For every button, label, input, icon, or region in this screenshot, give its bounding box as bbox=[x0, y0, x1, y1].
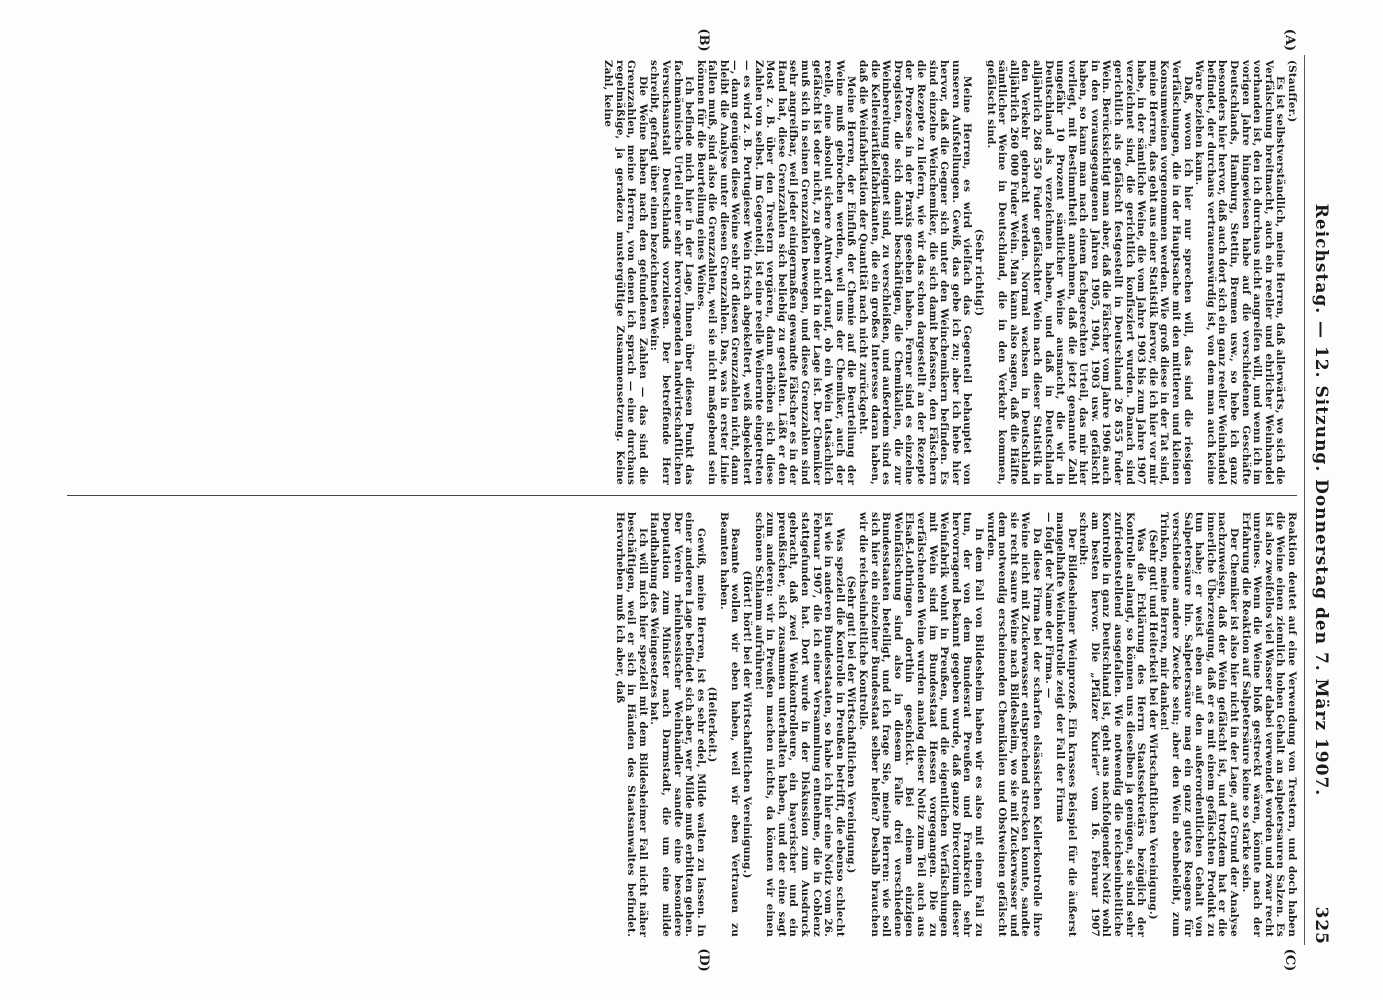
paragraph: Der Bildesheimer Weinprozeß. Ein krasses Beispiel für die äußerst mangelhafte Weinkontrolle zeigt der Fall der Firma bbox=[1054, 512, 1078, 937]
paragraph: (Hört! hört! bei der Wirtschaftlichen Vereinigung.) bbox=[741, 570, 754, 879]
paragraph: Beamte wollen wir eben haben, weil wir eben Vertrauen zu Beamten haben. bbox=[717, 512, 742, 937]
paragraph: — folgt der Name der Firma. — bbox=[1042, 512, 1055, 699]
page-header bbox=[1305, 55, 1331, 945]
paragraph: Was die Erklärung des Herrn Staatssekretärs bezüglich der Kontrolle anlangt, so können uns dieselben ja genügen, sie sind sehr zufriedenstellend ausgefallen. Wie notwendig die reichseinheitliche Kontrolle in ganz Deutschland ist, geht aus nachfolgender Notiz wohl am besten hervor. Die „Pfälzer Kurier“ vom 16. Februar 1907 schreibt: bbox=[1077, 512, 1148, 937]
page-number: 325 bbox=[1311, 906, 1331, 945]
paragraph: Meine Herren, es wird vielfach das Gegenteil behauptet von unseren Aufstellungen. Gewiß, das gebe ich zu; aber ich hebe hier hervor, daß die Gegner sich unter den Weinchemikern befinden. Es sind einzelne Weinchemiker, die sich damit befassen, den Fälschern die Rezepte zu liefern, wie wir das schon dargestellt an der Rezepte der Prozesse in der Praxis gesehen haben. Ferner sind es einzelne Drogisten, die sich damit beschäftigen, die Chemikalien, die zur Weinbereitung geeignet sind, zu verschleißen, und außerdem sind es die Kellereiartikelfabrikanten, die ein großes Interesse daran haben, daß die Weinfabrikation der Quantität nach nicht zurückgeht. bbox=[857, 60, 974, 485]
header-rule bbox=[1304, 55, 1305, 945]
paragraph: (Stauffer.) bbox=[1286, 60, 1298, 123]
margin-marker-d: (D) bbox=[696, 948, 711, 972]
paragraph: Gewiß, meine Herren, ist es sehr edel, Milde walten zu lassen. In einer anderen Lage befindet sich aber, wer Milde muß erbitten gehen. Der Verein rheinhessischer Weinhändler sandte eine besondere Deputation zum Minister nach Darmstadt, die um eine milde Handhabung des Weingesetzes bat. bbox=[648, 512, 707, 937]
paragraph: Daß, wovon ich hier nur sprechen will, das sind die riesigen Verfälschungen, die in der Hauptsache mit den mittleren und kleinen Konsumweinen vorgenommen werden. Wie groß diese in der Tat sind, meine Herren, das geht aus einer Statistik hervor, die ich hier vor mir habe, in der sämtliche Weine, die vom Jahre 1903 bis zum Jahre 1907 verzeichnet sind, die gerichtlich konfisziert wurden. Danach sind gerichtlich als gefälscht festgestellt in Deutschland 26 855 Fuder Wein. Berücksichtigt man aber, daß die Fälscher vom Jahre 1906 auch in den vorausgegangenen Jahren 1905, 1904, 1903 usw. gefälscht haben, so kann man nach einem fachgerechten Urteil, das mir hier vorliegt, mit Bestimmtheit annehmen, daß die jetzt genannte Zahl ungefähr 10 Prozent sämtlicher Weine ausmacht, die wir in Deutschland als verzeichnen haben, und daß in Deutschland alljährlich 268 550 Fuder gefälschter Wein nach dieser Statistik in den Verkehr gebracht werden. Normal wachsen in Deutschland alljährlich 260 000 Fuder Wein. Man kann also sagen, daß die Hälfte sämtlicher Weine in Deutschland, die in den Verkehr kommen, gefälscht sind. bbox=[984, 60, 1194, 485]
paragraph: Was speziell die Kontrolle in Preußen betrifft, die ebenso schlecht ist wie in anderen Bundesstaaten, so habe ich hier eine Notiz vom 26. Februar 1907, die ich einer Versammlung entnehme, die in Coblenz stattgefunden hat. Dort wurde in der Diskussion zum Ausdruck gebracht, daß zwei Weinkontrolleure, ein bayerischer und ein preußischer, sich zusammen unterhalten haben, und der eine sagt zum anderen: wir in Preußen machen nichts, da können wir einen schönen Schlamm aufrühren! bbox=[752, 512, 846, 937]
paragraph: Die Weine haben nach den gefundenen Zahlen — das sind die Grenzzahlen, meine Herren, von denen ich sprach — eine durchaus regelmäßige, ja geradezu mustergültige Zusammensetzung. Keine Zahl, keine bbox=[601, 60, 649, 485]
left-text-column bbox=[601, 60, 1297, 485]
paragraph: Da diese Firma bei der scharfen elsässischen Kellerkontrolle ihre Weine nicht mit Zuckerwasser entsprechend strecken konnte, sandte sie recht saure Weine nach Bildesheim, wo sie mit Zuckerwasser und dem notwendig erscheinenden Chemikalien und Obstweinen gefälscht wurden. bbox=[984, 512, 1043, 937]
paragraph: Es ist selbstverständlich, meine Herren, daß allerwärts, wo sich die Verfälschung breitmacht, auch ein reeller und ehrlicher Weinhandel vorhanden ist, den ich durchaus nicht angreifen will, und wenn ich im vorigen Jahre hingewiesen habe auf die verschiedenen Geschäfte Deutschlands, Hamburg, Stettin, Bremen usw., so hebe ich ganz besonders hier hervor, daß auch dort sich ein ganz reeller Weinhandel befindet, der durchaus vertrauenswürdig ist, von dem man auch keine Ware beziehen kann. bbox=[1193, 60, 1287, 485]
paragraph: (Sehr richtig!) bbox=[972, 228, 985, 317]
paragraph: (Heiterkeit.) bbox=[706, 686, 719, 763]
page-title: Reichstag. — 12. Sitzung. Donnerstag den 7. März 1907. bbox=[1311, 203, 1331, 797]
paragraph: Der Chemiker ist also hier nicht in der Lage, auf Grund der Analyse nachzuweisen, daß der Wein gefälscht ist, und trotzdem hat er die innerliche Überzeugung, daß er es mit einem gefälschten Produkt zu tun habe; er weist eben auf den außerordentlichen Gehalt von Salpetersäure hin. Salpetersäure mag ein ganz gutes Reagens für verschiedene andere Zwecke sein; aber den Wein ebenbeleibt, zum Trinken, meine Herren, mir danken! bbox=[1158, 512, 1241, 937]
paragraph: (Sehr gut! und Heiterkeit bei der Wirtschaftlichen Vereinigung.) bbox=[1146, 529, 1159, 920]
right-text-column bbox=[613, 512, 1297, 937]
paragraph: Meine Herren, der Einfluß der Chemie auf die Beurteilung der Weine muß gebrochen werden, weil uns der Chemiker, auch der reelle, eine absolut sichere Antwort darauf, ob ein Wein tatsächlich gefälscht ist oder nicht, zu geben nicht in der Lage ist. Der Chemiker muß sich in seinen Grenzzahlen bewegen, und diese Grenzzahlen sind sehr angreifbar, weil jeder einigermaßen gewandte Fälscher es in der Hand hat, diese Grenzzahlen sich beliebig zu gestalten. Läßt er den Most z. B. über den Trestern vergären, dann erhöhen sich diese Zahlen von selbst. Im Gegenteil, ist eine reelle Weinernte eingetreten — es wird z. B. Portugieser Wein frisch abgekeltert, weiß abgekeltert —, dann genügen diese Weine sehr oft diesen Grenzzahlen nicht, dann bleibt die Analyse unter diesen Grenzzahlen. Das, was in erster Linie fallen muß, sind also die Grenzzahlen, weil sie nicht maßgebend sein können für die Beurteilung eines Weines. bbox=[694, 60, 858, 485]
paragraph: Ich befinde mich hier in der Lage, Ihnen über diesen Punkt das fachmännische Urteil einer sehr hervorragenden landwirtschaftlichen Versuchsanstalt Deutschlands vorzulesen. Der betreffende Herr schreibt, gefragt über einen bezeichneten Wein: bbox=[648, 60, 696, 485]
paragraph: Reaktion deutet auf eine Verwendung von Trestern, und doch haben die Weine einen ziemlich hohen Gehalt an salpetersauren Salzen. Es ist also zweifellos viel Wasser dabei verwendet worden und zwar recht unreines. Wenn die Weine bloß gestreckt wären, könnte nach der Erfahrung die Reaktion auf Salpetersäure keine so starke sein. bbox=[1239, 512, 1298, 937]
paragraph: In dem Fall von Bildesheim haben wir es also mit einem Fall zu tun, der von dem Bundesrat Preußen und Frankreich sehr hervorragend bekannt gegeben wurde, daß ganze Directorium dieser Weinfabrik wohnt in Preußen, und die eigentlichen Verfälschungen mit Wein sind im Bundesstaat Hessen vorgegangen. Die zu verfälschenden Weine wurden analog dieser Notiz zum Teil auch aus Elsaß-Lothringen dorthin geschickt. Bei einem einzigen Weinfälschung sind also in diesem Falle drei verschiedene Bundesstaaten beteiligt, und ich frage Sie, meine Herren: wie soll sich hier ein einzelner Bundesstaat selber helfen? Deshalb brauchen wir die reichseinheitliche Kontrolle. bbox=[857, 512, 985, 937]
margin-marker-a: (A) bbox=[1282, 28, 1297, 52]
margin-marker-c: (C) bbox=[1282, 948, 1297, 972]
margin-marker-b: (B) bbox=[696, 28, 711, 52]
column-divider bbox=[67, 495, 1297, 496]
paragraph: (Sehr gut! bei der Wirtschaftlichen Vereinigung.) bbox=[845, 575, 858, 874]
paragraph: Ich will mich hier speziell mit dem Bildesheimer Fall nicht näher beschäftigen, weil er sich in Händen des Staatsanwaltes befindet. Hervorheben muß ich aber, daß bbox=[613, 512, 649, 937]
